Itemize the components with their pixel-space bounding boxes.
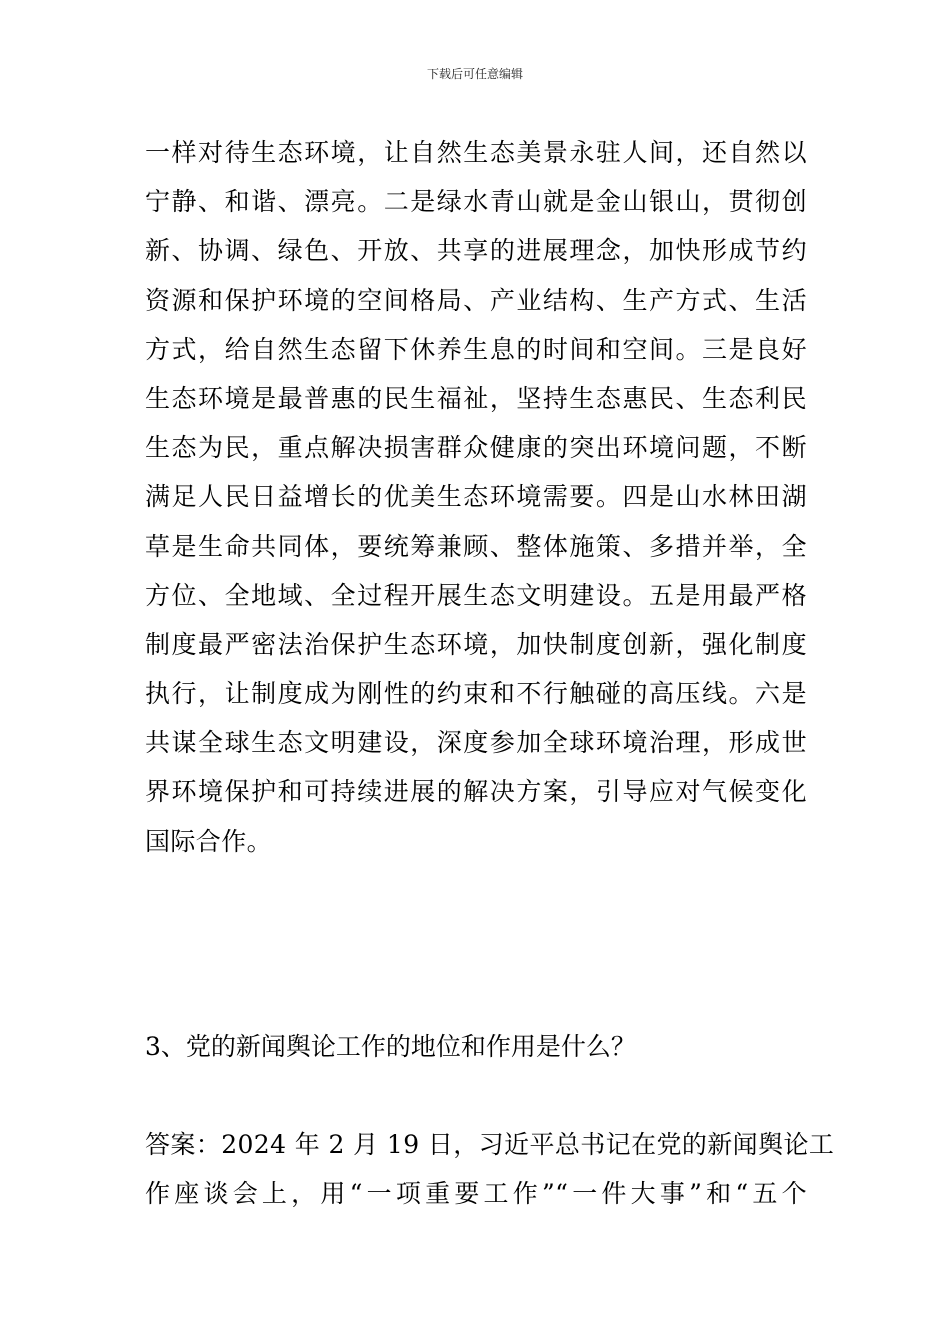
paragraph-line: 界环境保护和可持续进展的解决方案，引导应对气候变化 bbox=[145, 777, 807, 807]
paragraph-line: 制度最严密法治保护生态环境，加快制度创新，强化制度 bbox=[145, 629, 807, 659]
paragraph-line: 生态为民，重点解决损害群众健康的突出环境问题，不断 bbox=[145, 433, 807, 463]
paragraph-ecology bbox=[145, 128, 807, 866]
paragraph-line: 新、协调、绿色、开放、共享的进展理念，加快形成节约 bbox=[145, 236, 807, 266]
answer-line: 作座谈会上，用“一项重要工作”“一件大事”和“五个 bbox=[145, 1179, 807, 1209]
paragraph-line: 资源和保护环境的空间格局、产业结构、生产方式、生活 bbox=[145, 285, 807, 315]
paragraph-line: 执行，让制度成为刚性的约束和不行触碰的高压线。六是 bbox=[145, 679, 807, 709]
paragraph-line: 国际合作。 bbox=[145, 826, 273, 856]
paragraph-line: 共谋全球生态文明建设，深度参加全球环境治理，形成世 bbox=[145, 728, 807, 758]
paragraph-line: 方式，给自然生态留下休养生息的时间和空间。三是良好 bbox=[145, 334, 807, 364]
page-header-note: 下载后可任意编辑 bbox=[426, 67, 523, 81]
paragraph-line: 生态环境是最普惠的民生福祉，坚持生态惠民、生态利民 bbox=[145, 383, 807, 413]
answer-paragraph bbox=[145, 1120, 835, 1218]
answer-line: 答案：2024 年 2 月 19 日，习近平总书记在党的新闻舆论工 bbox=[145, 1130, 835, 1159]
paragraph-line: 满足人民日益增长的优美生态环境需要。四是山水林田湖 bbox=[145, 482, 807, 512]
paragraph-line: 一样对待生态环境，让自然生态美景永驻人间，还自然以 bbox=[145, 138, 807, 167]
paragraph-line: 方位、全地域、全过程开展生态文明建设。五是用最严格 bbox=[145, 580, 807, 610]
paragraph-line: 宁静、和谐、漂亮。二是绿水青山就是金山银山，贯彻创 bbox=[145, 187, 807, 217]
paragraph-line: 草是生命共同体，要统筹兼顾、整体施策、多措并举，全 bbox=[145, 531, 807, 561]
question-heading: 3、党的新闻舆论工作的地位和作用是什么？ bbox=[145, 1032, 636, 1061]
